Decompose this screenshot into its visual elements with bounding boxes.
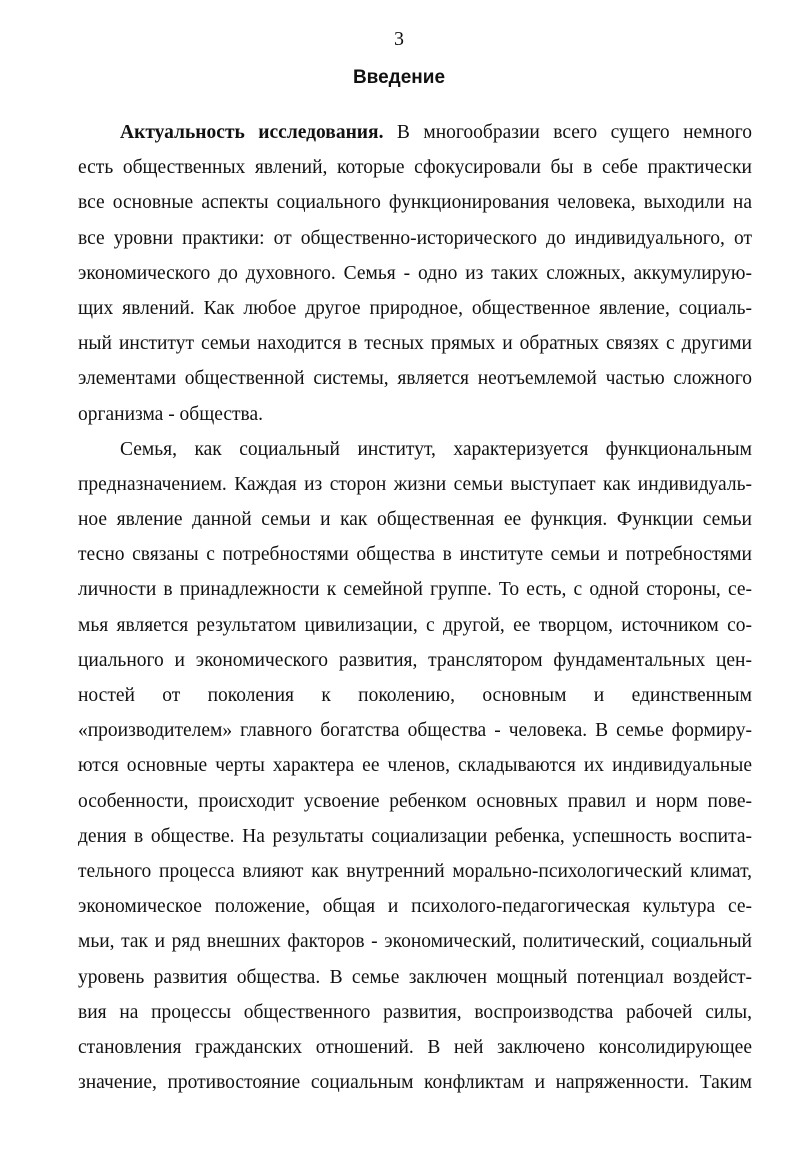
paragraph-2-line: мьи, так и ряд внешних факторов - экономический, политический, социальный [78, 931, 752, 953]
paragraph-1-line: все уровни практики: от общественно-исторического до индивидуального, от [78, 227, 752, 249]
paragraph-2-line: значение, противостояние социальным конфликтам и напряженности. Таким [78, 1072, 752, 1094]
paragraph-2-line: тесно связаны с потребностями общества в институте семьи и потребностями [78, 544, 752, 566]
paragraph-1-line: экономического до духовного. Семья - одно из таких сложных, аккумулирую- [78, 262, 752, 284]
section-heading: Введение [352, 67, 446, 88]
paragraph-1-line: все основные аспекты социального функционирования человека, выходили на [78, 192, 752, 214]
paragraph-1-line-1-text: В многообразии всего сущего немного [383, 122, 752, 143]
paragraph-2-line: ются основные черты характера ее членов, складываются их индивидуальные [78, 755, 752, 777]
paragraph-2-line: личности в принадлежности к семейной группе. То есть, с одной стороны, се- [78, 579, 752, 601]
paragraph-2-line: становления гражданских отношений. В ней заключено консолидирующее [78, 1036, 752, 1058]
paragraph-2-line: Семья, как социальный институт, характеризуется функциональным [120, 438, 752, 460]
paragraph-2-line: тельного процесса влияют как внутренний морально-психологический климат, [78, 860, 752, 882]
paragraph-2-line: вия на процессы общественного развития, воспроизводства рабочей силы, [78, 1001, 752, 1023]
paragraph-2-line: дения в обществе. На результаты социализации ребенка, успешность воспита- [78, 825, 752, 847]
paragraph-1-line: элементами общественной системы, является неотъемлемой частью сложного [78, 368, 752, 390]
paragraph-2-line: ностей от поколения к поколению, основным и единственным [78, 685, 752, 706]
paragraph-1-line: есть общественных явлений, которые сфокусировали бы в себе практически [78, 157, 752, 179]
page-number: 3 [394, 28, 404, 50]
paragraph-2-line: циального и экономического развития, транслятором фундаментальных цен- [78, 649, 752, 671]
paragraph-1-line-1 [78, 115, 752, 150]
lead-phrase: Актуальность исследования. [120, 122, 384, 143]
body-text [78, 115, 752, 1100]
paragraph-1-line: ный институт семьи находится в тесных прямых и обратных связях с другими [78, 333, 752, 355]
paragraph-1-line: щих явлений. Как любое другое природное, общественное явление, социаль- [78, 297, 752, 319]
paragraph-2-line: особенности, происходит усвоение ребенком основных правил и норм пове- [78, 790, 752, 812]
paragraph-2-line: «производителем» главного богатства общества - человека. В семье формиру- [78, 720, 752, 742]
paragraph-1-line: организма - общества. [78, 403, 264, 425]
paragraph-2-line: экономическое положение, общая и психолого-педагогическая культура се- [78, 896, 752, 918]
paragraph-2-line: ное явление данной семьи и как общественная ее функция. Функции семьи [78, 509, 752, 531]
paragraph-2-line: уровень развития общества. В семье заключен мощный потенциал воздейст- [78, 966, 752, 988]
paragraph-2-line: предназначением. Каждая из сторон жизни семьи выступает как индивидуаль- [78, 473, 752, 495]
paragraph-2-line: мья является результатом цивилизации, с другой, ее творцом, источником со- [78, 614, 752, 636]
